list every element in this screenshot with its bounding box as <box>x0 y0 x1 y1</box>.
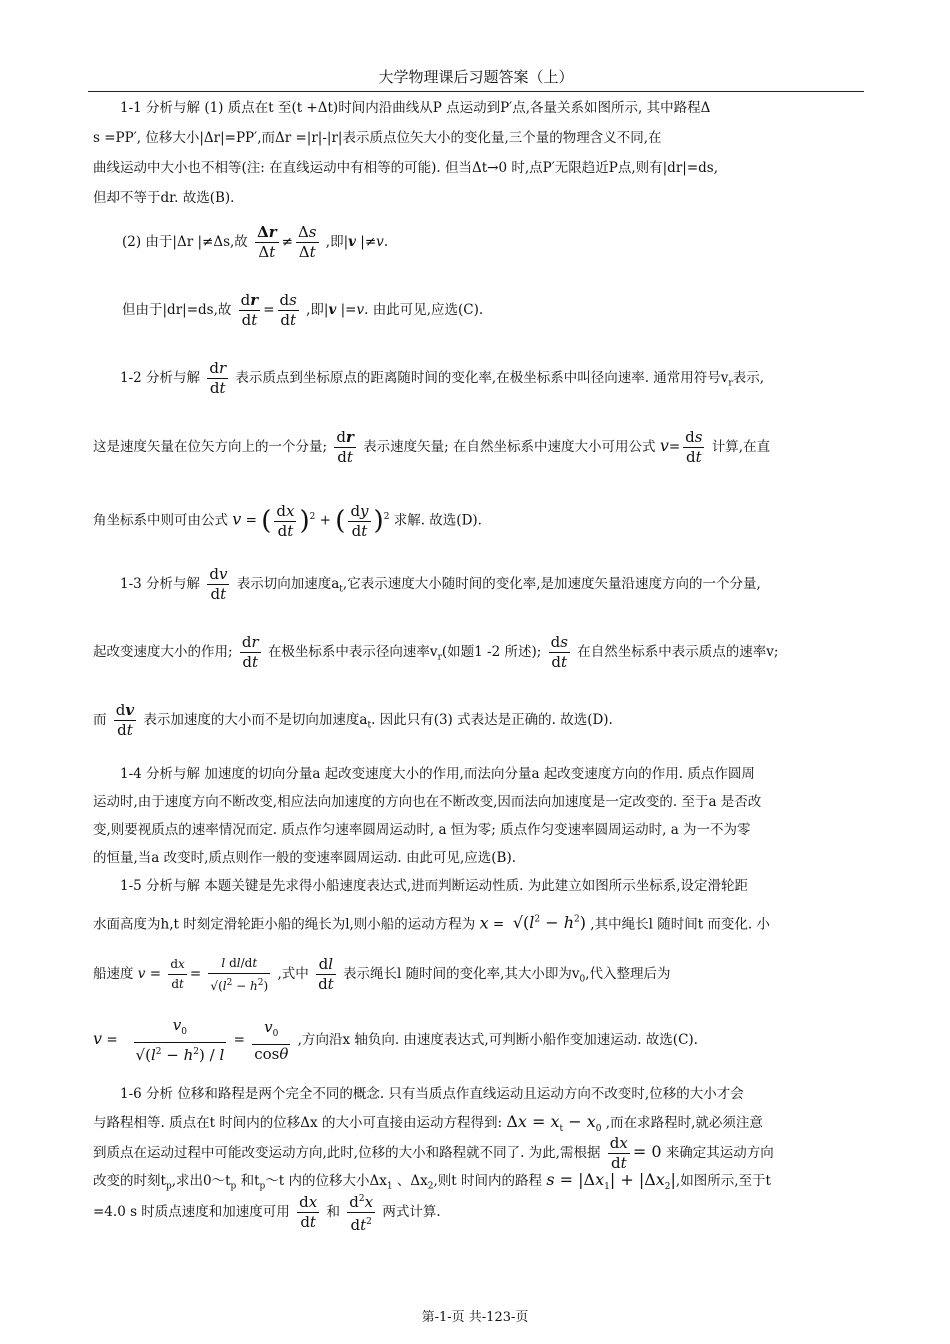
text: . <box>383 234 389 250</box>
para-1-6-line4: 改变的时刻$t_p$,求出$0\sim t_p$ 和$t_p\sim t$ 内的位移大小$\Delta x_1$ 、$\Delta x_2$,则t 时间内的路程 $s = |\Delta x_1| + |\Delta x_2|$,如图所示,至于t <box>93 1170 771 1193</box>
para-1-6-line1: 1-6 分析 位移和路程是两个完全不同的概念. 只有当质点作直线运动且运动方向不改变时,位移的大小才会 <box>120 1086 744 1102</box>
fraction-dr-dt: $\frac{\Delta r}{\Delta t}$ <box>257 223 277 261</box>
text: ,它表示速度大小随时间的变化率,是加速度矢量沿速度方向的一个分量, <box>342 576 761 592</box>
text: ,而在求路程时,就必须注意 <box>605 1115 763 1131</box>
text: 两式计算. <box>382 1204 441 1220</box>
para-1-1-part2b: 但由于|dr|=ds,故 $\frac{dr}{dt}$ = $\frac{ds}{dt}$ ,即|v |=v. 由此可见,应选(C). <box>122 291 484 329</box>
text: ～t 内的位移大小Δx <box>265 1173 387 1189</box>
text: . 由此可见,应选(C). <box>364 302 484 318</box>
text: 求解. 故选(D). <box>393 512 482 529</box>
text: 角坐标系中则可由公式 <box>93 512 228 529</box>
para-1-1-line3: 曲线运动中大小也不相等(注: 在直线运动中有相等的可能). 但当Δt→0 时,点P′无限趋近P点,则有|dr|=ds, <box>93 160 719 176</box>
text: 与路程相等. 质点在t 时间内的位移Δx 的大小可直接由运动方程得到: <box>93 1115 503 1131</box>
page-footer: 第-1-页 共-123-页 <box>421 1310 529 1325</box>
text: . 因此只有(3) 式表达是正确的. 故选(D). <box>371 712 613 728</box>
para-1-3-line2: 起改变速度大小的作用; $\frac{dr}{dt}$ 在极坐标系中表示径向速率$v_r$(如题1 -2 所述); $\frac{ds}{dt}$ 在自然坐标系中表示质点的速率v; <box>93 633 779 671</box>
para-1-1-line4: 但却不等于dr. 故选(B). <box>93 190 235 206</box>
para-1-6-line2: 与路程相等. 质点在t 时间内的位移Δx 的大小可直接由运动方程得到: $\Delta x = x_t - x_0$ ,而在求路程时,就必须注意 <box>93 1112 763 1135</box>
text: 表示绳长l 随时间的变化率,其大小即为v <box>343 966 580 982</box>
para-1-2-line3: 角坐标系中则可由公式 v = ( $\frac{dx}{dt}$ )$^2$ + ( $\frac{dy}{dt}$ )$^2$ 求解. 故选(D). <box>93 501 482 540</box>
text: 、Δx <box>396 1173 428 1189</box>
text: 表示, <box>732 370 765 386</box>
fraction-dx-dt: $\frac{dx}{dt}$ <box>299 1193 318 1231</box>
fraction-dr-dt: $\frac{dr}{dt}$ <box>240 291 259 329</box>
text: 但由于|dr|=ds,故 <box>122 302 232 318</box>
para-1-5-line4: v = $\frac{v_0}{√(l^2 - h^2) / l}$ = $\frac{v_0}{\cos\theta}$ ,方向沿x 轴负向. 由速度表达式,可判断小船作变加速运动. 故选(C). <box>93 1016 698 1064</box>
fraction-ds-dt: $\frac{ds}{dt}$ <box>685 428 703 466</box>
fraction-dl-dt: $\frac{dl}{dt}$ <box>318 955 334 993</box>
text: ,式中 <box>277 966 309 982</box>
text: 表示加速度的大小而不是切向加速度a <box>143 712 368 728</box>
para-1-4-line2: 运动时,由于速度方向不断改变,相应法向加速度的方向也在不断改变,因而法向加速度是一定改变的. 至于a 是否改 <box>93 794 762 810</box>
para-1-4-line1: 1-4 分析与解 加速度的切向分量a 起改变速度大小的作用,而法向分量a 起改变速度方向的作用. 质点作圆周 <box>120 766 755 782</box>
text: ,求出0～t <box>171 1173 231 1189</box>
para-1-1-part2: (2) 由于|Δr |≠Δs,故 $\frac{\Delta r}{\Delta t}$ ≠ $\frac{\Delta s}{\Delta t}$ ,即|v |≠v. <box>122 223 389 261</box>
text: |≠ <box>360 234 377 250</box>
para-1-3-line1: 1-3 分析与解 $\frac{dv}{dt}$ 表示切向加速度$a_t$,它表示速度大小随时间的变化率,是加速度矢量沿速度方向的一个分量, <box>120 565 761 603</box>
text: ,方向沿x 轴负向. 由速度表达式,可判断小船作变加速运动. 故选(C). <box>297 1032 698 1048</box>
text: 和 <box>326 1204 340 1220</box>
text: (如题1 -2 所述); <box>441 644 542 660</box>
para-1-1-line1: 1-1 分析与解 (1) 质点在t 至(t +Δt)时间内沿曲线从P 点运动到P′点,各量关系如图所示, 其中路程Δ <box>120 100 711 116</box>
fraction-dr-dt: $\frac{dr}{dt}$ <box>241 633 259 671</box>
text: 这是速度矢量在位矢方向上的一个分量; <box>93 439 328 455</box>
fraction-dr-dt-vector: $\frac{dr}{dt}$ <box>336 428 354 466</box>
para-1-2-line2: 这是速度矢量在位矢方向上的一个分量; $\frac{dr}{dt}$ 表示速度矢量; 在自然坐标系中速度大小可用公式 v= $\frac{ds}{dt}$ 计算,在直 <box>93 428 771 466</box>
fraction-dv-dt-vector: $\frac{dv}{dt}$ <box>115 701 135 739</box>
fraction-dy-dt: $\frac{dy}{dt}$ <box>350 501 369 540</box>
text: 到质点在运动过程中可能改变运动方向,此时,位移的大小和路程就不同了. 为此,需根据 <box>93 1145 601 1161</box>
fraction-v0-over-sqrt: $\frac{v_0}{√(l^2 - h^2) / l}$ <box>135 1016 225 1064</box>
para-1-5-line2: 水面高度为h,t 时刻定滑轮距小船的绳长为l,则小船的运动方程为 $x = √(l^2 - h^2)$ ,其中绳长l 随时间t 而变化. 小 <box>93 913 770 933</box>
fraction-velocity-expression: $\frac{\text{l dl/dt}}{√(l^2 - h^2)}$ <box>210 955 269 993</box>
text: =4.0 s 时质点速度和加速度可用 <box>93 1204 290 1220</box>
text: 船速度 <box>93 966 134 982</box>
text: 水面高度为h,t 时刻定滑轮距小船的绳长为l,则小船的运动方程为 <box>93 916 476 933</box>
text: ,代入整理后为 <box>585 966 671 982</box>
text: ,则t 时间内的路程 <box>433 1173 543 1189</box>
fraction-ds-dt: $\frac{\Delta s}{\Delta t}$ <box>297 223 317 261</box>
fraction-dx-dt: $\frac{dx}{dt}$ <box>276 501 295 540</box>
page-header: 大学物理课后习题答案（上） <box>378 68 574 86</box>
para-1-4-line4: 的恒量,当a 改变时,质点则作一般的变速率圆周运动. 由此可见,应选(B). <box>93 850 517 866</box>
fraction-d2x-dt2: $\frac{d^2x}{dt^2}$ <box>347 1190 375 1235</box>
para-1-3-line3: 而 $\frac{dv}{dt}$ 表示加速度的大小而不是切向加速度$a_t$. 因此只有(3) 式表达是正确的. 故选(D). <box>93 701 613 739</box>
text: 起改变速度大小的作用; <box>93 644 233 660</box>
text: ,其中绳长l 随时间t 而变化. 小 <box>590 916 770 933</box>
fraction-v0-over-cos: $\frac{v_0}{\cos\theta}$ <box>254 1017 289 1063</box>
text: |= <box>340 302 357 318</box>
text: ,即| <box>325 234 349 250</box>
text: 在极坐标系中表示径向速率v <box>267 644 438 660</box>
fraction-dr-dt: $\frac{dr}{dt}$ <box>209 359 227 397</box>
text: (2) 由于|Δr |≠Δs,故 <box>122 234 248 250</box>
para-1-4-line3: 变,则要视质点的速率情况而定. 质点作匀速率圆周运动时, a 恒为零; 质点作匀变速率圆周运动时, a 为一不为零 <box>93 822 751 838</box>
para-1-1-line2: s =PP′, 位移大小|Δr|=PP′,而Δr =|r|-|r|表示质点位矢大小的变化量,三个量的物理含义不同,在 <box>93 130 662 146</box>
text: 在自然坐标系中表示质点的速率v; <box>577 644 779 660</box>
text: 表示质点到坐标原点的距离随时间的变化率,在极坐标系中叫径向速率. 通常用符号v <box>235 370 729 386</box>
para-1-6-line3: 到质点在运动过程中可能改变运动方向,此时,位移的大小和路程就不同了. 为此,需根据 $\frac{dx}{dt}$ = 0 来确定其运动方向 <box>93 1134 774 1172</box>
header-rule <box>88 91 864 92</box>
para-1-5-line3: 船速度 v = $\frac{dx}{dt}$ = $\frac{\text{l dl/dt}}{√(l^2 - h^2)}$ ,式中 $\frac{dl}{dt}$ 表示绳长l 随时间的变化率,其大小即为$v_0$,代入整理后为 <box>93 948 671 1006</box>
text: 改变的时刻t <box>93 1173 166 1189</box>
text: 1-3 分析与解 <box>120 576 201 592</box>
text: 而 <box>93 712 107 728</box>
text: 1-2 分析与解 <box>120 370 201 386</box>
text: 来确定其运动方向 <box>665 1145 774 1161</box>
text: 和t <box>240 1173 260 1189</box>
text: 计算,在直 <box>711 439 771 455</box>
para-1-2-line1: 1-2 分析与解 $\frac{dr}{dt}$ 表示质点到坐标原点的距离随时间的变化率,在极坐标系中叫径向速率. 通常用符号$v_r$表示, <box>120 359 765 397</box>
text: 表示切向加速度a <box>236 576 340 592</box>
fraction-dx-dt: $\frac{dx}{dt}$ <box>170 957 185 991</box>
para-1-6-line5 <box>93 1190 441 1235</box>
text: 表示速度矢量; 在自然坐标系中速度大小可用公式 <box>363 439 656 455</box>
fraction-ds-dt: $\frac{ds}{dt}$ <box>550 633 568 671</box>
para-1-5-line1: 1-5 分析与解 本题关键是先求得小船速度表达式,进而判断运动性质. 为此建立如图所示坐标系,设定滑轮距 <box>120 878 748 894</box>
fraction-dx-dt: $\frac{dx}{dt}$ <box>609 1134 628 1172</box>
text: ,即| <box>306 302 329 318</box>
fraction-dv-dt: $\frac{dv}{dt}$ <box>209 565 228 603</box>
text: ,如图所示,至于t <box>675 1173 771 1189</box>
fraction-ds-dt: $\frac{ds}{dt}$ <box>279 291 297 329</box>
